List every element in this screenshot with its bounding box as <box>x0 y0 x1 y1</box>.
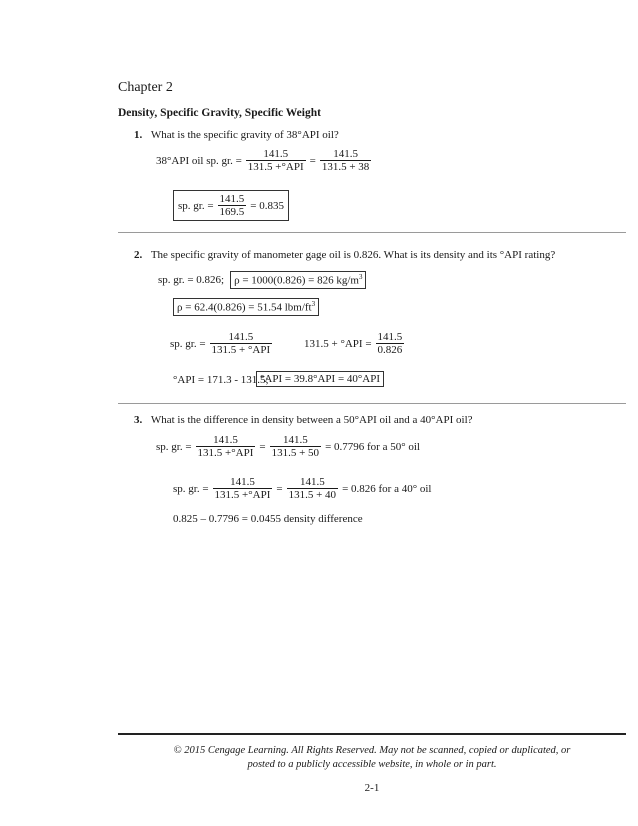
problem-1-equation <box>156 148 373 173</box>
p2-rho-si-box <box>230 271 366 289</box>
problem-3-number: 3. <box>134 414 143 426</box>
p3-line-1 <box>156 434 420 459</box>
p3-l2-f1-num: 141.5 <box>230 476 255 488</box>
page-number: 2-1 <box>364 782 380 794</box>
p1-frac1-num: 141.5 <box>263 148 289 160</box>
p1-ans-prefix: sp. gr. = <box>178 199 214 212</box>
p3-l2-f2-den: 131.5 + 40 <box>288 489 337 502</box>
p3-l1-prefix: sp. gr. = <box>156 440 192 453</box>
p3-l1-suffix: = 0.7796 for a 50° oil <box>325 440 420 453</box>
copyright-notice <box>118 744 626 772</box>
problem-3-question <box>134 414 473 426</box>
p2-eqB-num: 141.5 <box>377 331 403 343</box>
p1-frac2-num: 141.5 <box>333 148 358 160</box>
p3-l2-f1-den: 131.5 +°API <box>214 489 271 502</box>
p2-rho-si-exp: 3 <box>358 273 363 281</box>
p2-rho-us-exp: 3 <box>311 300 316 308</box>
p1-eq-sign: = <box>309 154 316 167</box>
p2-eqA-prefix: sp. gr. = <box>170 337 206 350</box>
footer-rule <box>118 733 626 735</box>
p3-l1-f1-num: 141.5 <box>213 434 238 446</box>
p1-ans-fraction <box>218 193 247 218</box>
p3-l1-f2-den: 131.5 + 50 <box>271 447 320 460</box>
p2-eqB-prefix: 131.5 + °API = <box>304 337 372 350</box>
copyright-line-2: posted to a publicly accessible website, in whole or in part. <box>247 759 497 771</box>
p3-l1-f2-num: 141.5 <box>282 434 308 446</box>
p2-equation-a <box>170 331 274 356</box>
p1-ans-den: 169.5 <box>219 206 245 219</box>
problem-1-number: 1. <box>134 129 143 141</box>
p3-l2-fraction-1 <box>213 476 273 501</box>
p3-l1-fraction-2 <box>270 434 321 459</box>
p3-l1-eq: = <box>259 440 266 453</box>
p1-fraction-1 <box>246 148 306 173</box>
p2-rho-si: ρ = 1000(0.826) = 826 kg/m <box>234 274 359 287</box>
p2-eqA-den: 131.5 + °API <box>211 344 271 357</box>
p1-ans-num: 141.5 <box>219 193 245 205</box>
p2-rho-us: ρ = 62.4(0.826) = 51.54 lbm/ft <box>177 301 312 314</box>
problem-2-question <box>134 249 555 261</box>
p3-l2-prefix: sp. gr. = <box>173 482 209 495</box>
p2-rho-us-box <box>173 298 319 316</box>
p3-l2-fraction-2 <box>287 476 338 501</box>
copyright-line-1: © 2015 Cengage Learning. All Rights Reserved. May not be scanned, copied or duplicated, or <box>173 745 571 756</box>
p1-frac1-den: 131.5 +°API <box>247 161 304 174</box>
section-title: Density, Specific Gravity, Specific Weight <box>118 107 321 119</box>
p3-line-2 <box>173 476 432 501</box>
p3-l2-suffix: = 0.826 for a 40° oil <box>342 482 432 495</box>
p2-density-line <box>158 271 366 289</box>
p3-l2-f2-num: 141.5 <box>299 476 325 488</box>
p1-fraction-2 <box>320 148 371 173</box>
p2-equation-b <box>304 331 406 356</box>
p2-api-answer: °API = 39.8°API = 40°API <box>260 373 381 385</box>
p2-api-answer-box <box>256 371 384 387</box>
divider-1 <box>118 232 626 233</box>
problem-1-text: What is the specific gravity of 38°API oil? <box>150 129 339 141</box>
p2-eqA-num: 141.5 <box>228 331 254 343</box>
p3-l2-eq: = <box>276 482 283 495</box>
p2-eqB-den: 0.826 <box>377 344 403 357</box>
problem-2-text: The specific gravity of manometer gage oil is 0.826. What is its density and its °API rating? <box>150 249 556 261</box>
problem-1-answer-box <box>173 190 289 221</box>
problem-2-number: 2. <box>134 249 143 261</box>
divider-2 <box>118 403 626 404</box>
p2-eqA-fraction <box>210 331 273 356</box>
p1-eq-prefix: 38°API oil sp. gr. = <box>156 154 242 167</box>
p1-ans-suffix: = 0.835 <box>250 199 285 212</box>
p3-l1-fraction-1 <box>196 434 256 459</box>
p1-frac2-den: 131.5 + 38 <box>321 161 370 174</box>
p2-eqB-fraction <box>376 331 405 356</box>
problem-1-question <box>134 129 339 141</box>
p2-given: sp. gr. = 0.826; <box>158 273 225 286</box>
chapter-heading: Chapter 2 <box>118 80 173 95</box>
p3-result: 0.825 – 0.7796 = 0.0455 density difference <box>173 513 363 525</box>
p3-l1-f1-den: 131.5 +°API <box>197 447 254 460</box>
p2-api-calc: °API = 171.3 - 131.5; <box>173 374 269 386</box>
problem-3-text: What is the difference in density between a 50°API oil and a 40°API oil? <box>150 414 473 426</box>
